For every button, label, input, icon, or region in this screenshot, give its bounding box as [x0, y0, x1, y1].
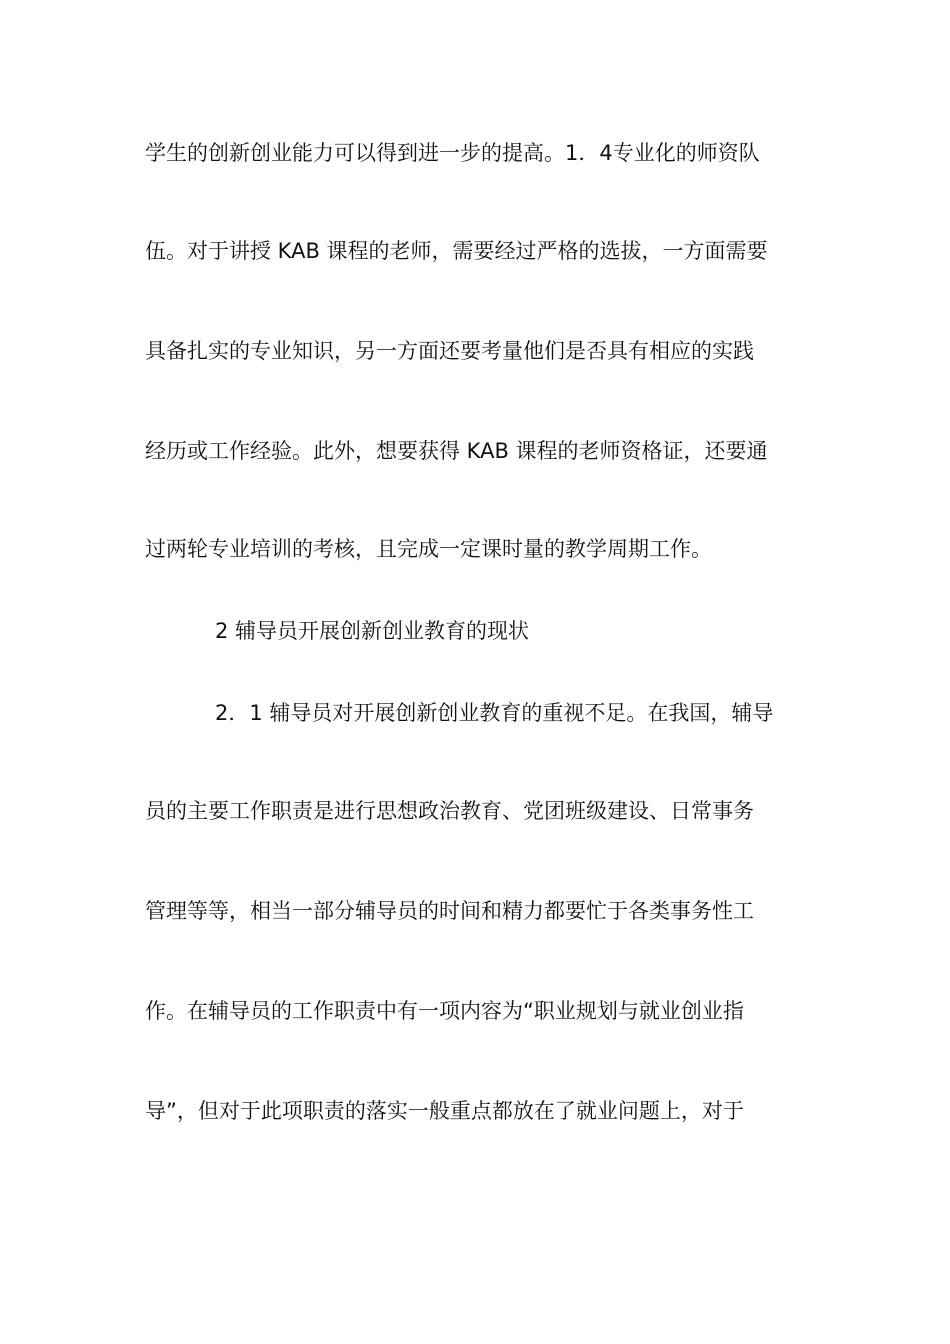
paragraph-line: 过两轮专业培训的考核，且完成一定课时量的教学周期工作。 — [145, 537, 712, 561]
paragraph-line: 经历或工作经验。此外，想要获得 KAB 课程的老师资格证，还要通 — [145, 439, 768, 463]
paragraph-line: 2．1 辅导员对开展创新创业教育的重视不足。在我国，辅导 — [215, 701, 774, 725]
section-heading: 2 辅导员开展创新创业教育的现状 — [215, 619, 530, 643]
paragraph-line: 学生的创新创业能力可以得到进一步的提高。1．4专业化的师资队 — [145, 141, 760, 165]
paragraph-line: 导”，但对于此项职责的落实一般重点都放在了就业问题上，对于 — [145, 1099, 744, 1123]
paragraph-line: 伍。对于讲授 KAB 课程的老师，需要经过严格的选拔，一方面需要 — [145, 239, 768, 263]
paragraph-line: 管理等等，相当一部分辅导员的时间和精力都要忙于各类事务性工 — [145, 899, 754, 923]
paragraph-line: 具备扎实的专业知识，另一方面还要考量他们是否具有相应的实践 — [145, 339, 754, 363]
paragraph-line: 员的主要工作职责是进行思想政治教育、党团班级建设、日常事务 — [145, 799, 754, 823]
paragraph-line: 作。在辅导员的工作职责中有一项内容为“职业规划与就业创业指 — [145, 999, 744, 1023]
